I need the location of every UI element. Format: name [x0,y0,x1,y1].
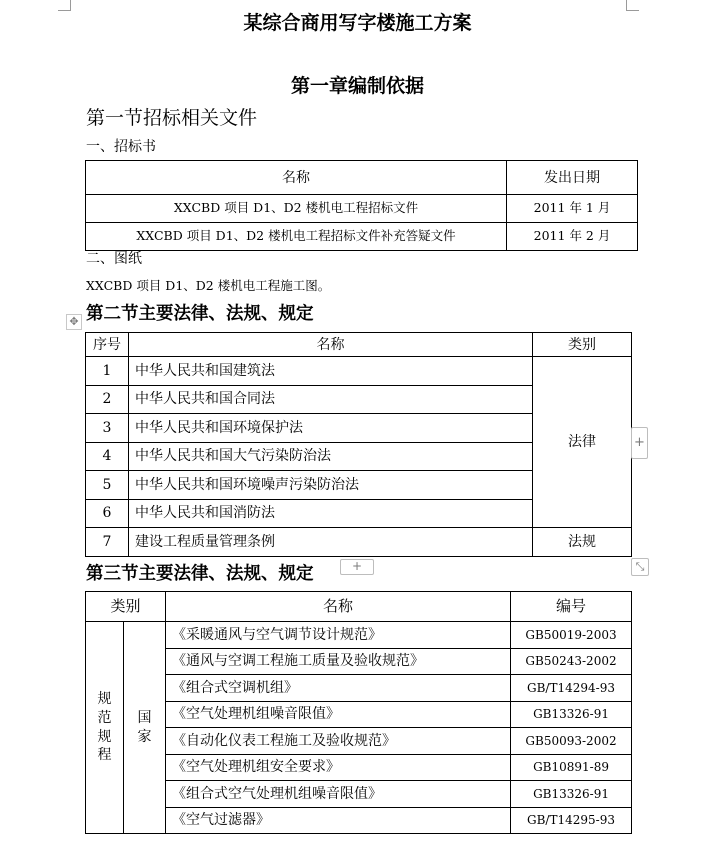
table-row [86,648,632,675]
level-label-cell [124,622,166,834]
standard-name: 《空气处理机组安全要求》 [166,754,511,781]
category-regulation: 法规 [533,528,632,557]
law-name: 中华人民共和国消防法 [129,499,533,528]
standard-code: GB50243-2002 [511,648,632,675]
table-row [86,807,632,834]
standard-name: 《采暖通风与空气调节设计规范》 [166,622,511,649]
standard-name: 《自动化仪表工程施工及验收规范》 [166,728,511,755]
table-row [86,223,638,251]
tender-doc-name: XXCBD 项目 D1、D2 楼机电工程招标文件补充答疑文件 [86,223,507,251]
table-row [86,357,632,386]
table-header-row [86,161,638,195]
standards-table [85,591,632,834]
standard-name: 《空气处理机组噪音限值》 [166,701,511,728]
row-number: 5 [86,471,129,500]
standard-code: GB50093-2002 [511,728,632,755]
tender-doc-date: 2011 年 1 月 [507,195,638,223]
table-row [86,781,632,808]
add-row-icon[interactable]: + [340,559,374,575]
column-header-code: 编号 [511,592,632,622]
section2-heading: 第二节主要法律、法规、规定 [86,304,314,324]
table-move-handle-icon[interactable]: ✥ [66,314,82,330]
tender-documents-table [85,160,638,251]
type-label-cell [86,622,124,834]
column-header-name: 名称 [86,161,507,195]
law-name: 中华人民共和国环境保护法 [129,414,533,443]
section1-heading: 第一节招标相关文件 [86,107,258,129]
row-number: 6 [86,499,129,528]
table-header-row [86,592,632,622]
column-header-name: 名称 [166,592,511,622]
add-column-icon[interactable]: + [631,427,648,459]
standard-name: 《空气过滤器》 [166,807,511,834]
tender-doc-subheading: 一、招标书 [86,139,156,155]
tender-doc-name: XXCBD 项目 D1、D2 楼机电工程招标文件 [86,195,507,223]
standard-code: GB/T14295-93 [511,807,632,834]
law-name: 中华人民共和国大气污染防治法 [129,442,533,471]
standard-code: GB50019-2003 [511,622,632,649]
standard-name: 《组合式空气处理机组噪音限值》 [166,781,511,808]
law-name: 中华人民共和国建筑法 [129,357,533,386]
law-name: 建设工程质量管理条例 [129,528,533,557]
standard-name: 《通风与空调工程施工质量及验收规范》 [166,648,511,675]
standard-code: GB13326-91 [511,781,632,808]
table-row [86,675,632,702]
column-header-date: 发出日期 [507,161,638,195]
level-label: 国家 [137,709,152,745]
category-law: 法律 [533,357,632,528]
table-row [86,622,632,649]
table-resize-icon[interactable]: ⤡ [631,558,649,576]
table-header-row [86,333,632,357]
drawings-text: XXCBD 项目 D1、D2 楼机电工程施工图。 [86,278,331,293]
column-header-category: 类别 [533,333,632,357]
standard-code: GB/T14294-93 [511,675,632,702]
section3-heading: 第三节主要法律、法规、规定 [86,564,314,584]
tender-doc-date: 2011 年 2 月 [507,223,638,251]
column-header-no: 序号 [86,333,129,357]
standard-code: GB10891-89 [511,754,632,781]
column-header-name: 名称 [129,333,533,357]
table-row [86,195,638,223]
row-number: 4 [86,442,129,471]
law-name: 中华人民共和国环境噪声污染防治法 [129,471,533,500]
laws-table [85,332,632,557]
document-title: 某综合商用写字楼施工方案 [243,12,472,34]
table-row [86,754,632,781]
row-number: 1 [86,357,129,386]
row-number: 3 [86,414,129,443]
drawings-subheading: 二、图纸 [86,251,142,267]
standard-name: 《组合式空调机组》 [166,675,511,702]
type-label: 规范规程 [97,690,112,764]
table-row [86,728,632,755]
column-header-category: 类别 [86,592,166,622]
law-name: 中华人民共和国合同法 [129,385,533,414]
table-row [86,528,632,557]
table-row [86,701,632,728]
row-number: 7 [86,528,129,557]
chapter-title: 第一章编制依据 [290,75,424,97]
standard-code: GB13326-91 [511,701,632,728]
row-number: 2 [86,385,129,414]
